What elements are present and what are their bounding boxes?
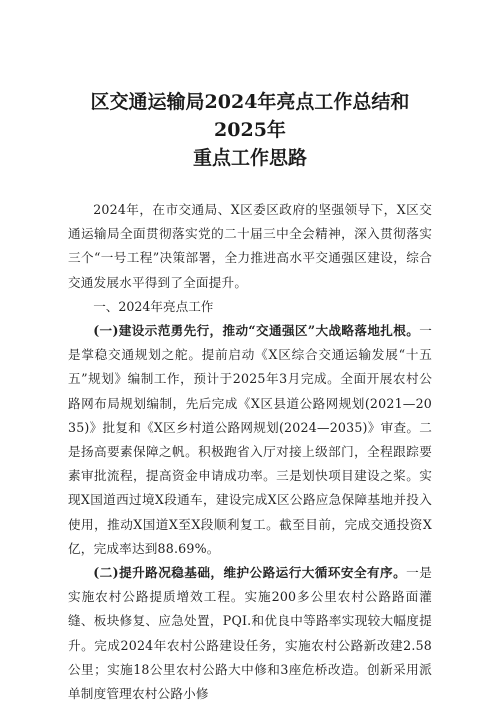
item-2-lead: (二)提升路况稳基础，维护公路运行大循环安全有序。 [93, 565, 407, 581]
item-1-body: 一是掌稳交通规划之舵。提前启动《X区综合交通运输发展“十五五”规划》编制工作，预计于2025年3月完成。全面开展农村公路网布局规划编制，先后完成《X区县道公路网规划(2021—2035)》批复和《X区乡村道公路网规划(2024—2035)》审查。二是扬高要素保障之帆。积极跑省入厅对接上级部门，全程跟踪要素审批流程，提高资金申请成功率。三是划快项目建设之桨。实现X国道西过境X段通车，建设完成X区公路应急保障基地并投入使用，推动X国道X至X段顺利复工。截至目前，完成交通投资X亿，完成率达到88.69%。 [68, 323, 432, 556]
item-2-paragraph [68, 561, 432, 706]
item-2-body: 一是实施农村公路提质增效工程。实施200多公里农村公路路面灌缝、板块修复、应急处置，PQI.和优良中等路率实现较大幅度提升。完成2024年农村公路建设任务，实施农村公路新改建2.58公里；实施18公里农村公路大中修和3座危桥改造。创新采用派单制度管理农村公路小修 [68, 565, 432, 702]
item-1-paragraph [68, 319, 432, 561]
intro-paragraph: 2024年，在市交通局、X区委区政府的坚强领导下，X区交通运输局全面贯彻落实党的二十届三中全会精神，深入贯彻落实三个“一号工程”决策部署，全力推进高水平交通强区建设，综合交通发展水平得到了全面提升。 [68, 202, 432, 290]
section-heading-1: 一、2024年亮点工作 [93, 298, 214, 314]
title-line-2: 重点工作思路 [192, 147, 307, 169]
document-title [68, 88, 432, 172]
item-1-lead: (一)建设示范勇先行，推动“交通强区”大战略落地扎根。 [93, 323, 420, 339]
title-line-1: 区交通运输局2024年亮点工作总结和2025年 [90, 91, 410, 141]
